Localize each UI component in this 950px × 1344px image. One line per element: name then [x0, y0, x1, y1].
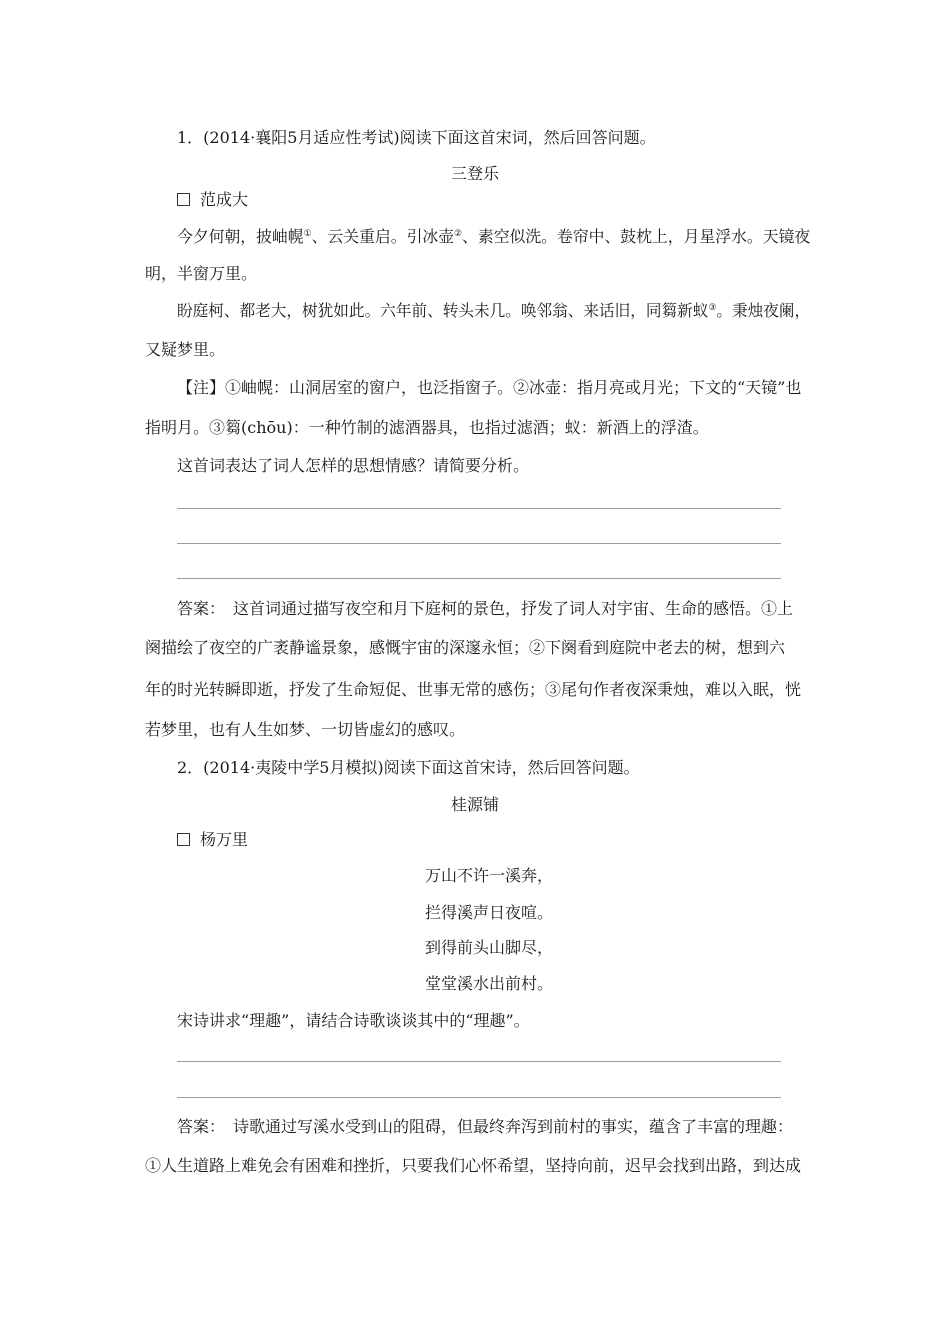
q1-body2-line1: [177, 300, 810, 322]
answer-line: [177, 578, 781, 579]
text-segment: 今夕何朝，披岫幌: [177, 227, 304, 246]
q2-poem-title: 桂源铺: [450, 795, 499, 814]
q1-question: 这首词表达了词人怎样的思想情感？请简要分析。: [177, 456, 530, 475]
q1-heading: 1．(2014·襄阳5月适应性考试)阅读下面这首宋词，然后回答问题。: [177, 128, 656, 147]
q2-poem-line: 万山不许一溪奔，: [425, 866, 554, 885]
text-segment: 。秉烛夜阑，: [716, 301, 811, 320]
text-segment: 盼庭柯、都老大，树犹如此。六年前、转头未几。唤邻翁、来话旧，同篘新蚁: [177, 301, 709, 320]
text-segment: 、素空似洗。卷帘中、鼓枕上，月星浮水。天镜夜: [462, 227, 811, 246]
author-square-icon: [177, 833, 190, 846]
text-segment: 、云关重启。引冰壶: [311, 227, 455, 246]
q1-note-line2: 指明月。③篘(chōu)：一种竹制的滤酒器具，也指过滤酒；蚁：新酒上的浮渣。: [145, 418, 709, 437]
q1-note-line1: 【注】①岫幌：山洞居室的窗户，也泛指窗子。②冰壶：指月亮或月光；下文的“天镜”也: [177, 378, 802, 397]
q1-body2-line2: 又疑梦里。: [145, 340, 226, 359]
note-ref: ②: [454, 229, 463, 239]
q2-heading: 2．(2014·夷陵中学5月模拟)阅读下面这首宋诗，然后回答问题。: [177, 758, 640, 777]
q1-author: [177, 189, 248, 211]
q2-poem-line: 到得前头山脚尽，: [425, 938, 554, 957]
q1-body1-line1: [177, 226, 810, 248]
q2-answer-line1: 答案： 诗歌通过写溪水受到山的阻碍，但最终奔泻到前村的事实，蕴含了丰富的理趣：: [177, 1117, 794, 1136]
q2-poem-line: 堂堂溪水出前村。: [425, 974, 554, 993]
q1-answer-line2: 阕描绘了夜空的广袤静谧景象，感慨宇宙的深邃永恒；②下阕看到庭院中老去的树，想到六: [145, 638, 786, 657]
answer-line: [177, 1097, 781, 1098]
note-ref: ③: [708, 303, 717, 313]
answer-line: [177, 1061, 781, 1062]
q1-author-name: 范成大: [200, 190, 249, 209]
q1-answer-line3: 年的时光转瞬即逝，抒发了生命短促、世事无常的感伤；③尾句作者夜深秉烛，难以入眠，恍: [145, 680, 802, 699]
answer-line: [177, 543, 781, 544]
q1-poem-title: 三登乐: [450, 164, 499, 183]
q2-question: 宋诗讲求“理趣”，请结合诗歌谈谈其中的“理趣”。: [177, 1011, 530, 1030]
author-square-icon: [177, 193, 190, 206]
q2-poem-line: 拦得溪声日夜喧。: [425, 903, 554, 922]
answer-line: [177, 508, 781, 509]
note-ref: ①: [303, 229, 312, 239]
q2-author-name: 杨万里: [200, 830, 249, 849]
q1-answer-line1: 答案： 这首词通过描写夜空和月下庭柯的景色，抒发了词人对宇宙、生命的感悟。①上: [177, 599, 794, 618]
q2-answer-line2: ①人生道路上难免会有困难和挫折，只要我们心怀希望，坚持向前，迟早会找到出路，到达成: [145, 1156, 802, 1175]
q1-body1-line2: 明，半窗万里。: [145, 264, 258, 283]
q2-author: [177, 829, 248, 851]
q1-answer-line4: 若梦里，也有人生如梦、一切皆虚幻的感叹。: [145, 720, 466, 739]
